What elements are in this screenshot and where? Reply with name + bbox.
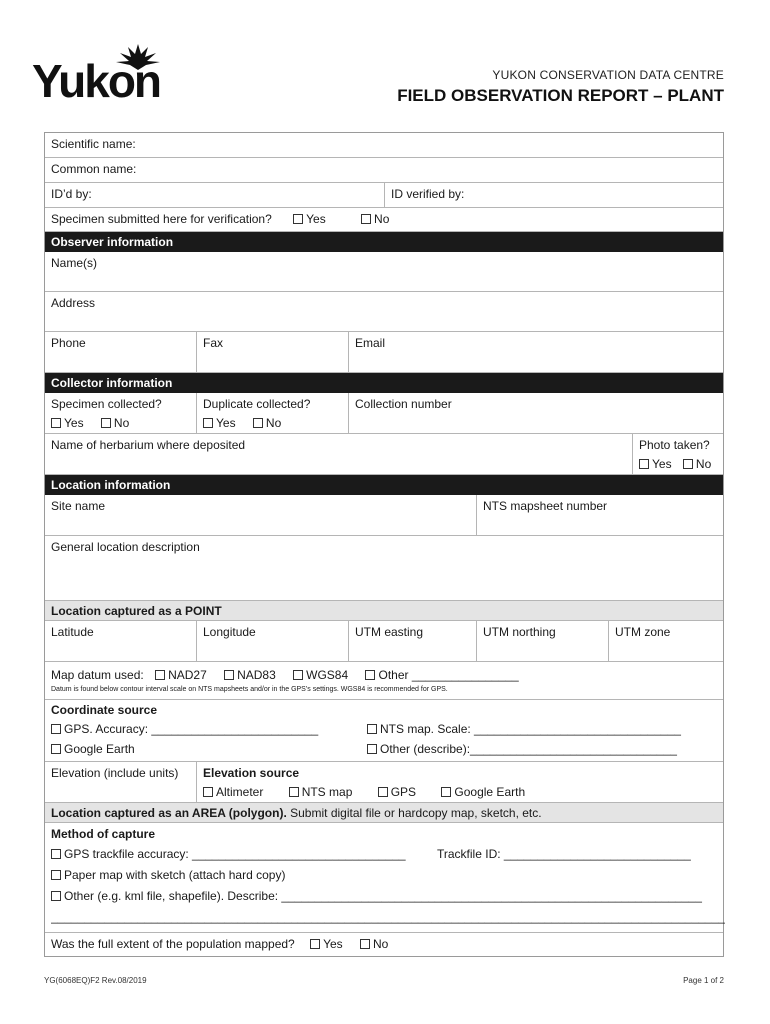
utm-northing-label: UTM northing (483, 625, 556, 639)
collector-section-header: Collector information (45, 373, 723, 393)
paper-map-label: Paper map with sketch (attach hard copy) (64, 868, 286, 882)
utm-zone-label: UTM zone (615, 625, 671, 639)
altimeter-option[interactable] (203, 784, 263, 800)
latitude-field[interactable] (45, 621, 197, 661)
elevation-source-field (197, 762, 723, 802)
id-verified-by-field[interactable] (385, 183, 723, 207)
herbarium-field[interactable] (45, 434, 633, 474)
checkbox-icon[interactable] (293, 214, 303, 224)
collected-row (45, 393, 723, 434)
datum-note: Datum is found below contour interval scale on NTS mapsheets and/or in the GPS’s settings. WGS84 is recommended for GPS. (51, 686, 448, 693)
checkbox-icon[interactable] (253, 418, 263, 428)
logo-text: Yukon (32, 55, 161, 107)
collection-number-field[interactable] (349, 393, 723, 433)
location-section-header: Location information (45, 475, 723, 495)
specimen-no-option[interactable] (361, 211, 389, 227)
other-source-label: Other (describe):_______________________________ (380, 742, 677, 756)
names-row (45, 252, 723, 292)
checkbox-icon[interactable] (378, 787, 388, 797)
altimeter-label: Altimeter (216, 785, 264, 799)
herbarium-row (45, 434, 723, 475)
specimen-collected-field (45, 393, 197, 433)
checkbox-icon[interactable] (310, 939, 320, 949)
id-row (45, 183, 723, 208)
nts-scale-label: NTS map. Scale: _______________________________ (380, 722, 681, 736)
google-earth-option[interactable] (51, 741, 367, 757)
page-number: Page 1 of 2 (683, 976, 724, 985)
address-field[interactable] (45, 292, 723, 331)
checkbox-icon[interactable] (51, 891, 61, 901)
photo-taken-field (633, 434, 723, 474)
checkbox-icon[interactable] (51, 724, 61, 734)
full-extent-field (45, 933, 723, 956)
form-title: FIELD OBSERVATION REPORT – PLANT (397, 86, 724, 105)
gps-trackfile-label: GPS trackfile accuracy: ________________________________ (64, 847, 406, 861)
duplicate-collected-field (197, 393, 349, 433)
wgs84-label: WGS84 (306, 668, 349, 682)
longitude-field[interactable] (197, 621, 349, 661)
other-source-option[interactable] (367, 741, 677, 757)
no-label: No (265, 416, 282, 430)
paper-map-option[interactable] (51, 867, 725, 883)
checkbox-icon[interactable] (51, 870, 61, 880)
method-field (45, 823, 731, 932)
duplicate-yes-option[interactable] (203, 415, 236, 431)
duplicate-collected-label: Duplicate collected? (203, 397, 311, 411)
common-name-row (45, 158, 723, 183)
email-field[interactable] (349, 332, 723, 372)
fax-field[interactable] (197, 332, 349, 372)
observer-section-header: Observer information (45, 232, 723, 252)
nad27-option[interactable] (155, 667, 207, 683)
utm-easting-field[interactable] (349, 621, 477, 661)
checkbox-icon[interactable] (203, 418, 213, 428)
yes-label: Yes (323, 937, 343, 951)
checkbox-icon[interactable] (51, 849, 61, 859)
elevation-row (45, 762, 723, 803)
contact-row (45, 332, 723, 373)
checkbox-icon[interactable] (51, 418, 61, 428)
checkbox-icon[interactable] (367, 724, 377, 734)
checkbox-icon[interactable] (360, 939, 370, 949)
checkbox-icon[interactable] (639, 459, 649, 469)
yes-label: Yes (64, 416, 84, 430)
checkbox-icon[interactable] (155, 670, 165, 680)
checkbox-icon[interactable] (441, 787, 451, 797)
names-field[interactable] (45, 252, 723, 291)
address-label: Address (51, 296, 96, 310)
phone-label: Phone (51, 336, 86, 350)
nts-mapsheet-field[interactable] (477, 495, 723, 535)
herbarium-label: Name of herbarium where deposited (51, 438, 246, 452)
checkbox-icon[interactable] (361, 214, 371, 224)
nts-map-option[interactable] (289, 784, 353, 800)
fax-label: Fax (203, 336, 224, 350)
form-id: YG(6068EQ)F2 Rev.08/2019 (44, 976, 147, 985)
utm-northing-field[interactable] (477, 621, 609, 661)
other-datum-option[interactable] (365, 667, 518, 683)
google-earth-label: Google Earth (454, 785, 526, 799)
gps-accuracy-option[interactable] (51, 721, 367, 737)
scientific-name-label: Scientific name: (51, 137, 136, 151)
map-datum-label: Map datum used: (51, 668, 144, 682)
coordinate-source-label: Coordinate source (51, 703, 158, 717)
no-label: No (372, 937, 389, 951)
nad83-option[interactable] (224, 667, 276, 683)
coordinate-source-field (45, 700, 723, 761)
full-extent-yes-option[interactable] (310, 936, 343, 952)
map-datum-row (45, 662, 723, 700)
yes-label: Yes (216, 416, 236, 430)
collection-number-label: Collection number (355, 397, 452, 411)
other-kml-label: Other (e.g. kml file, shapefile). Describe: _______________________________________________________________ (64, 889, 702, 903)
specimen-collected-label: Specimen collected? (51, 397, 162, 411)
point-section-header: Location captured as a POINT (45, 601, 723, 621)
coordinate-source-row (45, 700, 723, 762)
address-row (45, 292, 723, 332)
area-section-header (45, 803, 723, 823)
checkbox-icon[interactable] (683, 459, 693, 469)
google-earth-elevation-option[interactable] (441, 784, 525, 800)
elevation-field[interactable] (45, 762, 197, 802)
idd-by-field[interactable] (45, 183, 385, 207)
elevation-source-label: Elevation source (203, 766, 300, 780)
photo-yes-option[interactable] (639, 456, 672, 472)
observation-form (44, 132, 724, 957)
longitude-label: Longitude (203, 625, 256, 639)
checkbox-icon[interactable] (365, 670, 375, 680)
photo-taken-label: Photo taken? (639, 438, 710, 452)
general-description-field[interactable] (45, 536, 723, 600)
yukon-logo (32, 44, 172, 106)
google-earth-label: Google Earth (64, 742, 135, 756)
site-name-label: Site name (51, 499, 106, 513)
site-name-field[interactable] (45, 495, 477, 535)
common-name-label: Common name: (51, 162, 137, 176)
common-name-field[interactable] (45, 158, 723, 182)
organization-name: YUKON CONSERVATION DATA CENTRE (492, 68, 724, 82)
names-label: Name(s) (51, 256, 98, 270)
other-kml-option[interactable] (51, 888, 725, 904)
full-extent-row (45, 933, 723, 957)
latitude-label: Latitude (51, 625, 94, 639)
area-header-bold: Location captured as an AREA (polygon). (51, 806, 287, 820)
checkbox-icon[interactable] (293, 670, 303, 680)
idd-by-label: ID’d by: (51, 187, 92, 201)
email-label: Email (355, 336, 386, 350)
photo-no-option[interactable] (683, 456, 711, 472)
checkbox-icon[interactable] (224, 670, 234, 680)
gps-accuracy-label: GPS. Accuracy: _________________________ (64, 722, 319, 736)
specimen-submitted-question (45, 208, 723, 231)
nad27-label: NAD27 (168, 668, 207, 682)
full-extent-no-option[interactable] (360, 936, 388, 952)
specimen-submitted-row (45, 208, 723, 232)
nts-scale-option[interactable] (367, 721, 681, 737)
full-extent-label: Was the full extent of the population mapped? (51, 937, 295, 951)
gps-elevation-option[interactable] (378, 784, 416, 800)
checkbox-icon[interactable] (203, 787, 213, 797)
nts-mapsheet-label: NTS mapsheet number (483, 499, 608, 513)
specimen-yes-option[interactable] (293, 211, 326, 227)
other-datum-label: Other ________________ (378, 668, 519, 682)
specimen-submitted-label: Specimen submitted here for verification? (51, 212, 272, 226)
checkbox-icon[interactable] (367, 744, 377, 754)
duplicate-no-option[interactable] (253, 415, 281, 431)
gps-label: GPS (390, 785, 417, 799)
general-description-row (45, 536, 723, 601)
checkbox-icon[interactable] (101, 418, 111, 428)
no-label: No (113, 416, 130, 430)
coordinates-row (45, 621, 723, 662)
trackfile-id-field[interactable] (437, 846, 691, 862)
wgs84-option[interactable] (293, 667, 348, 683)
yes-label: Yes (306, 212, 326, 226)
nts-map-label: NTS map (301, 785, 353, 799)
utm-easting-label: UTM easting (355, 625, 424, 639)
describe-continuation-line[interactable]: _____________________________________________________________________________________________________ (51, 910, 726, 924)
no-label: No (374, 212, 390, 226)
general-description-label: General location description (51, 540, 200, 554)
id-verified-by-label: ID verified by: (391, 187, 465, 201)
yes-label: Yes (652, 457, 672, 471)
scientific-name-field[interactable] (45, 133, 723, 157)
gps-trackfile-option[interactable] (51, 846, 437, 862)
no-label: No (695, 457, 712, 471)
utm-zone-field[interactable] (609, 621, 723, 661)
checkbox-icon[interactable] (289, 787, 299, 797)
checkbox-icon[interactable] (51, 744, 61, 754)
map-datum-field (45, 662, 723, 699)
nad83-label: NAD83 (237, 668, 276, 682)
method-row (45, 823, 726, 933)
method-label: Method of capture (51, 827, 155, 841)
area-header-rest: Submit digital file or hardcopy map, sketch, etc. (286, 806, 542, 820)
scientific-name-row (45, 133, 723, 158)
trackfile-id-label: Trackfile ID: ____________________________ (437, 847, 691, 861)
site-row (45, 495, 723, 536)
phone-field[interactable] (45, 332, 197, 372)
collected-yes-option[interactable] (51, 415, 84, 431)
elevation-label: Elevation (include units) (51, 766, 179, 780)
collected-no-option[interactable] (101, 415, 129, 431)
